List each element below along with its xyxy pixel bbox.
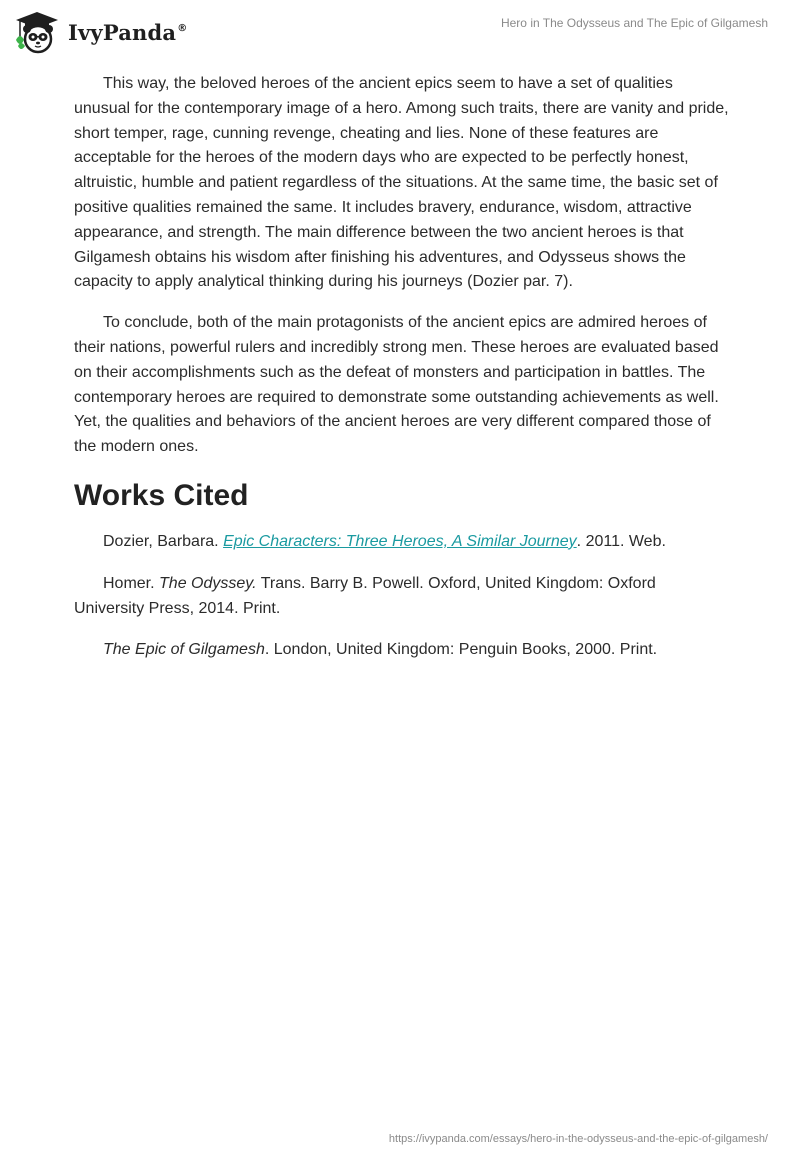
- logo-wordmark: IvyPanda®: [68, 19, 188, 45]
- citation-gilgamesh: The Epic of Gilgamesh. London, United Kingdom: Penguin Books, 2000. Print.: [103, 641, 658, 659]
- body-paragraph-2: To conclude, both of the main protagonists of the ancient epics are admired heroes of their nations, powerful rulers and incredibly strong men. These heroes are evaluated based on their accomplishments such as the defeat of monsters and participation in battles. The contemporary heroes are required to demonstrate some outstanding achievements as well. Yet, the qualities and behaviors of the ancient heroes are very different compared those of the modern ones.: [74, 314, 719, 456]
- document-title: Hero in The Odysseus and The Epic of Gilgamesh: [500, 16, 768, 30]
- citation-homer: Homer. The Odyssey. Trans. Barry B. Powell. Oxford, United Kingdom: Oxford University Press, 2014. Print.: [74, 574, 656, 617]
- footer-source-url[interactable]: https://ivypanda.com/essays/hero-in-the-odysseus-and-the-epic-of-gilgamesh/: [388, 1133, 768, 1145]
- works-cited-heading: Works Cited: [74, 478, 249, 512]
- body-paragraph-1: This way, the beloved heroes of the ancient epics seem to have a set of qualities unusual for the contemporary image of a hero. Among such traits, there are vanity and pride, short temper, rage, cunning revenge, cheating and lies. None of these features are acceptable for the heroes of the modern days who are expected to be perfectly honest, altruistic, humble and patient regardless of the situations. At the same time, the basic set of positive qualities remained the same. It includes bravery, endurance, wisdom, attractive appearance, and strength. The main difference between the two ancient heroes is that Gilgamesh obtains his wisdom after finishing his adventures, and Odysseus shows the capacity to apply analytical thinking during his journeys (Dozier par. 7).: [74, 75, 729, 291]
- essay-content: [74, 72, 730, 680]
- page-header: [0, 0, 800, 64]
- citation-link-epic-characters[interactable]: Epic Characters: Three Heroes, A Similar Journey: [223, 532, 577, 550]
- ivypanda-logo[interactable]: [14, 8, 204, 56]
- citation-title-gilgamesh: The Epic of Gilgamesh: [103, 641, 265, 659]
- citation-dozier: Dozier, Barbara. Epic Characters: Three Heroes, A Similar Journey. 2011. Web.: [103, 532, 666, 550]
- citation-title-odyssey: The Odyssey.: [159, 574, 257, 592]
- panda-logo-icon: [14, 10, 60, 54]
